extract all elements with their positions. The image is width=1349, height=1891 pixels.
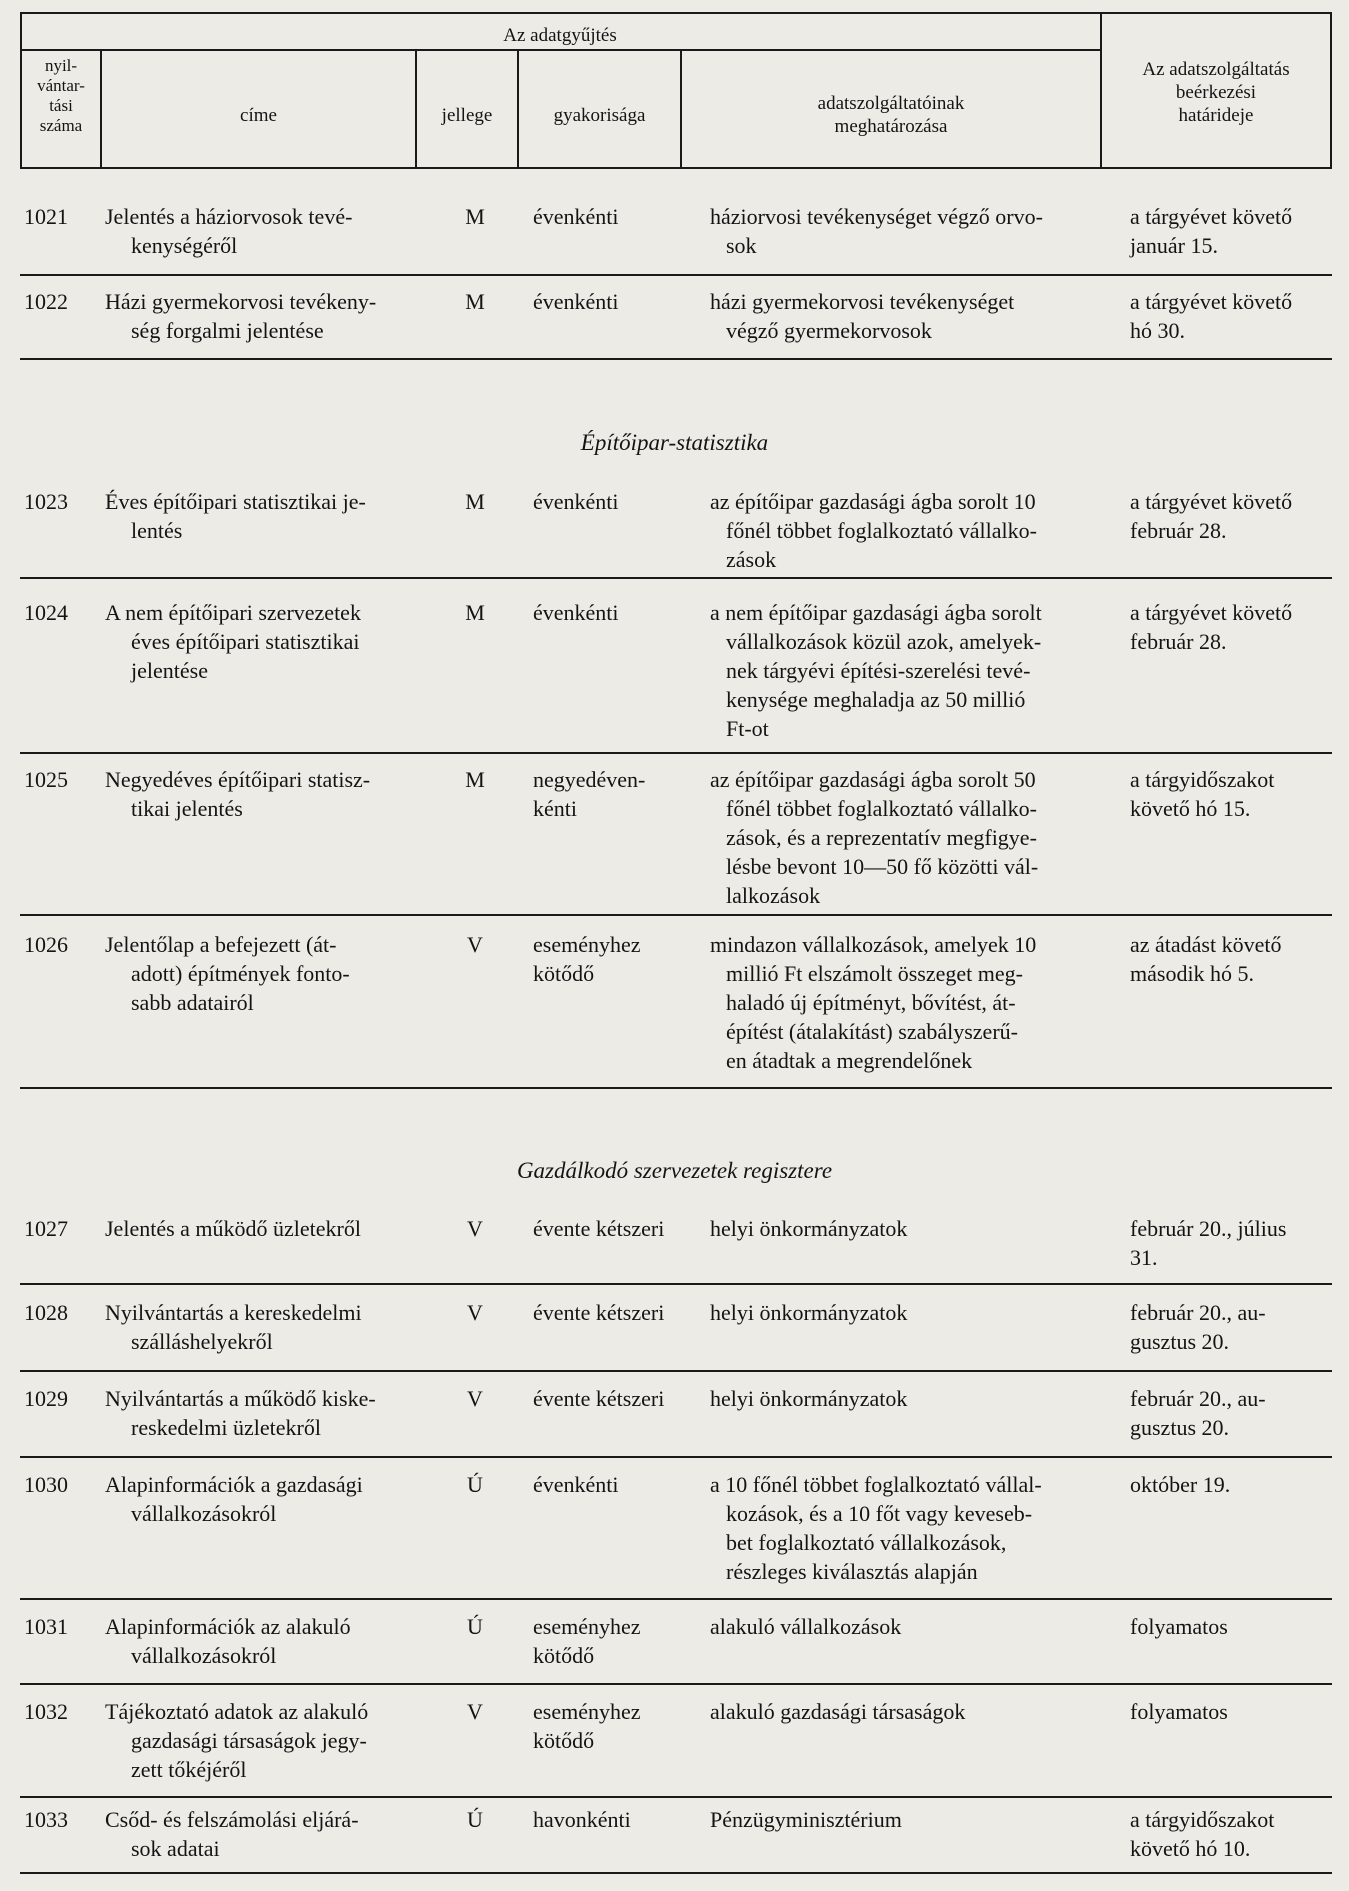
row-separator — [20, 577, 1332, 579]
row-title-text: Nyilvántartás a kereskedelmi szálláshelyekről — [105, 1300, 362, 1354]
header-vrule-7 — [1330, 12, 1332, 169]
row-gyakorisag: évente kétszeri — [533, 1300, 665, 1325]
header-col-num — [22, 56, 100, 136]
row-meghatarozas-text: Pénzügyminisztérium — [710, 1807, 902, 1832]
row-meghatarozas-text: mindazon vállalkozások, amelyek 10 millió Ft elszámolt összeget meg- haladó új építményt, bővítést, át- építést (átalakítást) szabályszerű- en átadtak a megrendelőnek — [710, 932, 1037, 1073]
row-hatarido: a tárgyévet követő hó 30. — [1130, 289, 1293, 343]
row-number: 1022 — [24, 289, 68, 314]
row-gyakorisag: eseményhez kötődő — [533, 1699, 641, 1753]
row-title — [105, 287, 425, 345]
row-title — [105, 1805, 425, 1863]
row-meghatarozas-text: alakuló vállalkozások — [710, 1614, 902, 1639]
row-jelleg: V — [467, 1216, 483, 1241]
row-jelleg: V — [467, 1699, 483, 1724]
row-meghatarozas — [710, 1805, 1090, 1834]
header-col-hat — [1102, 58, 1330, 127]
row-number: 1030 — [24, 1472, 68, 1497]
row-separator — [20, 358, 1332, 360]
row-meghatarozas — [710, 487, 1090, 574]
row-number: 1029 — [24, 1386, 68, 1411]
row-title — [105, 1612, 425, 1670]
header-group-label: Az adatgyűjtés — [503, 25, 617, 46]
row-gyakorisag: évenkénti — [533, 489, 619, 514]
row-jelleg: M — [465, 600, 485, 625]
row-separator — [20, 1598, 1332, 1600]
row-title — [105, 1697, 425, 1784]
header-col-hat-text: Az adatszolgáltatás beérkezési határideje — [1142, 59, 1290, 126]
row-gyakorisag: évenkénti — [533, 600, 619, 625]
header-col-jelleg: jellege — [441, 105, 493, 126]
row-hatarido: október 19. — [1130, 1472, 1231, 1497]
row-title-text: Nyilvántartás a működő kiske- reskedelmi üzletekről — [105, 1386, 376, 1440]
row-separator — [20, 1283, 1332, 1285]
row-meghatarozas — [710, 930, 1090, 1075]
row-meghatarozas — [710, 1384, 1090, 1413]
row-meghatarozas-text: helyi önkormányzatok — [710, 1300, 908, 1325]
row-meghatarozas — [710, 1470, 1090, 1586]
row-title — [105, 765, 425, 823]
row-hatarido: a tárgyidőszakot követő hó 15. — [1130, 767, 1275, 821]
row-jelleg: M — [465, 289, 485, 314]
row-number: 1033 — [24, 1807, 68, 1832]
row-separator — [20, 274, 1332, 276]
row-separator — [20, 1456, 1332, 1458]
section-title-epitoipar: Építőipar-statisztika — [580, 430, 769, 455]
row-meghatarozas — [710, 1697, 1090, 1726]
row-gyakorisag: évente kétszeri — [533, 1386, 665, 1411]
row-hatarido: február 20., július 31. — [1130, 1216, 1287, 1270]
row-title-text: Éves építőipari statisztikai je- lentés — [105, 489, 366, 543]
row-title-text: Jelentés a háziorvosok tevé- kenységéről — [105, 204, 353, 258]
row-meghatarozas-text: az építőipar gazdasági ágba sorolt 10 főnél többet foglalkoztató vállalko- zások — [710, 489, 1037, 572]
row-hatarido: folyamatos — [1130, 1614, 1228, 1639]
row-title-text: Negyedéves építőipari statisz- tikai jelentés — [105, 767, 371, 821]
row-meghatarozas — [710, 1612, 1090, 1641]
row-meghatarozas — [710, 1298, 1090, 1327]
row-title-text: A nem építőipari szervezetek éves építőipari statisztikai jelentése — [105, 600, 361, 683]
row-meghatarozas — [710, 598, 1090, 743]
row-number: 1032 — [24, 1699, 68, 1724]
row-number: 1021 — [24, 204, 68, 229]
row-meghatarozas-text: házi gyermekorvosi tevékenységet végző gyermekorvosok — [710, 289, 1015, 343]
row-gyakorisag: évenkénti — [533, 1472, 619, 1497]
row-jelleg: V — [467, 1386, 483, 1411]
row-gyakorisag: havonkénti — [533, 1807, 631, 1832]
row-hatarido: a tárgyévet követő január 15. — [1130, 204, 1293, 258]
row-meghatarozas-text: háziorvosi tevékenységet végző orvo- sok — [710, 204, 1043, 258]
row-meghatarozas-text: a 10 főnél többet foglalkoztató vállal- kozások, és a 10 főt vagy keveseb- bet foglalkoztató vállalkozások, részleges kiválasztás alapján — [710, 1472, 1042, 1584]
row-gyakorisag: eseményhez kötődő — [533, 1614, 641, 1668]
row-title-text: Alapinformációk a gazdasági vállalkozásokról — [105, 1472, 363, 1526]
row-gyakorisag: évenkénti — [533, 289, 619, 314]
row-title — [105, 598, 425, 685]
row-number: 1023 — [24, 489, 68, 514]
row-title-text: Alapinformációk az alakuló vállalkozásokról — [105, 1614, 351, 1668]
row-title — [105, 1214, 425, 1243]
row-title-text: Jelentés a működő üzletekről — [105, 1216, 361, 1241]
header-col-meg — [682, 92, 1100, 138]
row-title — [105, 1298, 425, 1356]
row-number: 1028 — [24, 1300, 68, 1325]
row-hatarido: az átadást követő második hó 5. — [1130, 932, 1282, 986]
row-jelleg: Ú — [467, 1807, 483, 1832]
row-title-text: Tájékoztató adatok az alakuló gazdasági társaságok jegy- zett tőkéjéről — [105, 1699, 369, 1782]
row-meghatarozas — [710, 202, 1090, 260]
row-jelleg: V — [467, 932, 483, 957]
row-jelleg: M — [465, 204, 485, 229]
row-meghatarozas-text: a nem építőipar gazdasági ágba sorolt vállalkozások közül azok, amelyek- nek tárgyévi építési-szerelési tevé- kenysége meghaladja az 50 millió Ft-ot — [710, 600, 1042, 741]
row-hatarido: február 20., au- gusztus 20. — [1130, 1386, 1266, 1440]
row-gyakorisag: negyedéven- kénti — [533, 767, 646, 821]
header-col-title: címe — [240, 105, 277, 126]
row-title — [105, 1384, 425, 1442]
header-col-num-text: nyil- vántar- tási száma — [37, 56, 85, 135]
row-number: 1027 — [24, 1216, 68, 1241]
row-title-text: Jelentőlap a befejezett (át- adott) építmények fonto- sabb adatairól — [105, 932, 350, 1015]
header-col-gyak: gyakorisága — [553, 105, 646, 126]
row-separator — [20, 1872, 1332, 1874]
row-separator — [20, 1087, 1332, 1089]
section-title-gazdalkodo: Gazdálkodó szervezetek regisztere — [516, 1158, 833, 1183]
row-meghatarozas-text: helyi önkormányzatok — [710, 1386, 908, 1411]
row-separator — [20, 752, 1332, 754]
row-meghatarozas-text: alakuló gazdasági társaságok — [710, 1699, 966, 1724]
row-separator — [20, 1370, 1332, 1372]
row-separator — [20, 1683, 1332, 1685]
row-jelleg: V — [467, 1300, 483, 1325]
row-title — [105, 487, 425, 545]
row-jelleg: Ú — [467, 1614, 483, 1639]
row-hatarido: február 20., au- gusztus 20. — [1130, 1300, 1266, 1354]
row-separator — [20, 1796, 1332, 1798]
row-separator — [20, 914, 1332, 916]
row-gyakorisag: évente kétszeri — [533, 1216, 665, 1241]
header-bottom-rule — [20, 167, 1332, 169]
row-number: 1026 — [24, 932, 68, 957]
row-jelleg: M — [465, 767, 485, 792]
header-col-meg-text: adatszolgáltatóinak meghatározása — [817, 93, 965, 137]
row-title-text: Házi gyermekorvosi tevékeny- ség forgalmi jelentése — [105, 289, 377, 343]
row-number: 1031 — [24, 1614, 68, 1639]
row-title-text: Csőd- és felszámolási eljárá- sok adatai — [105, 1807, 359, 1861]
row-meghatarozas — [710, 765, 1090, 910]
row-meghatarozas-text: helyi önkormányzatok — [710, 1216, 908, 1241]
row-hatarido: a tárgyévet követő február 28. — [1130, 489, 1293, 543]
row-jelleg: Ú — [467, 1472, 483, 1497]
header-top-rule — [20, 12, 1332, 14]
row-gyakorisag: eseményhez kötődő — [533, 932, 641, 986]
row-jelleg: M — [465, 489, 485, 514]
row-title — [105, 930, 425, 1017]
row-title — [105, 202, 425, 260]
row-meghatarozas — [710, 1214, 1090, 1243]
row-title — [105, 1470, 425, 1528]
row-number: 1025 — [24, 767, 68, 792]
row-hatarido: a tárgyidőszakot követő hó 10. — [1130, 1807, 1275, 1861]
row-gyakorisag: évenkénti — [533, 204, 619, 229]
row-meghatarozas-text: az építőipar gazdasági ágba sorolt 50 főnél többet foglalkoztató vállalko- zások, és a reprezentatív megfigye- lésbe bevont 10—50 fő közötti vál- lalkozások — [710, 767, 1039, 908]
row-hatarido: a tárgyévet követő február 28. — [1130, 600, 1293, 654]
header-mid-rule — [20, 49, 1100, 51]
row-number: 1024 — [24, 600, 68, 625]
row-meghatarozas — [710, 287, 1090, 345]
row-hatarido: folyamatos — [1130, 1699, 1228, 1724]
